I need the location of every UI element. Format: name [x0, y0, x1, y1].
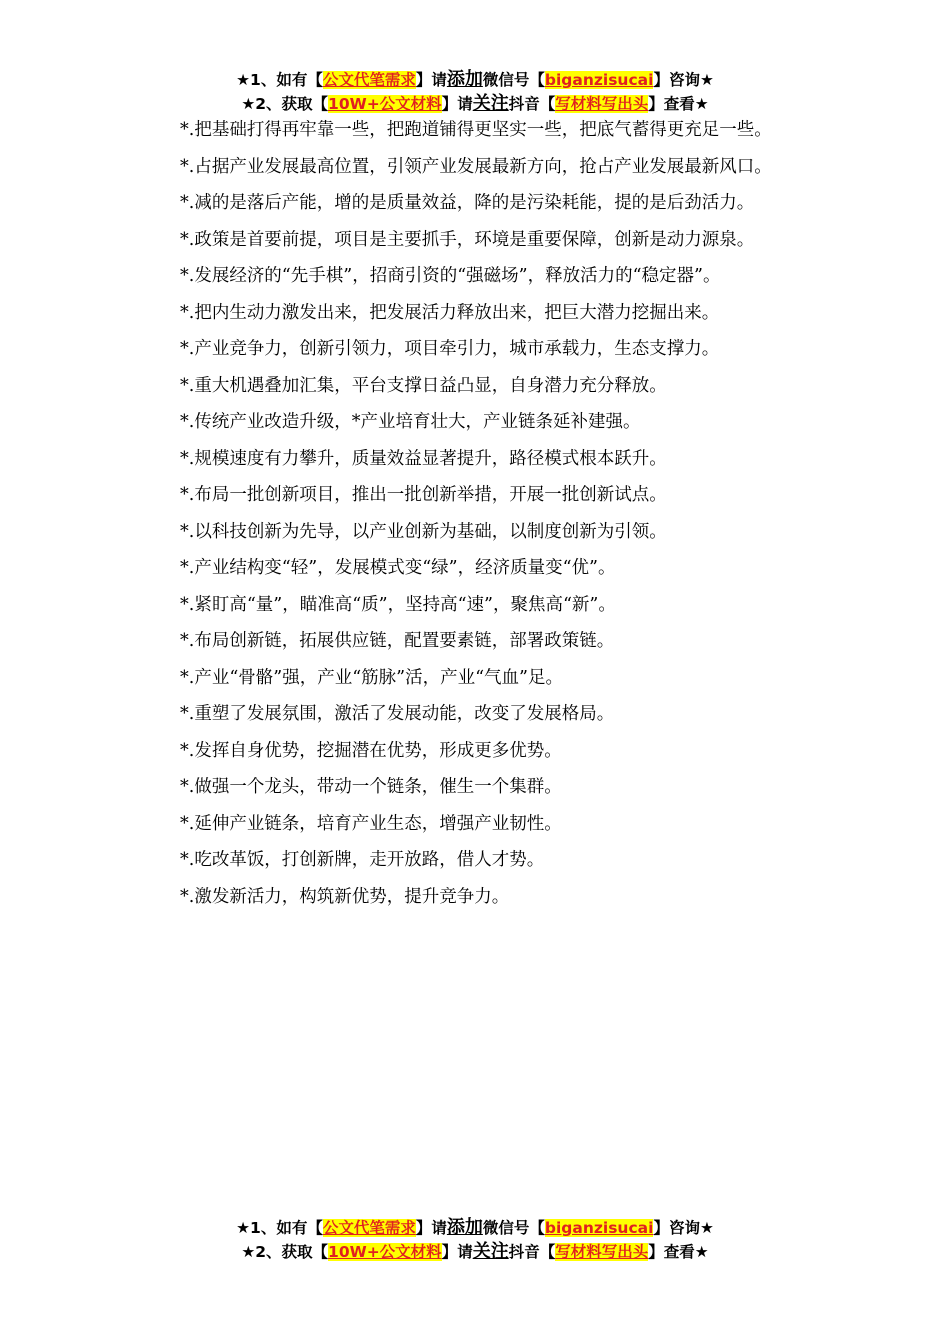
promo-text: 】查看★ [648, 1243, 709, 1261]
promo-text: ★1、如有【 [236, 71, 323, 89]
footer-promo-banner [0, 1216, 950, 1264]
promo-text: 】咨询★ [653, 1219, 714, 1237]
promo-douyin-id: 写材料写出头 [555, 1243, 649, 1261]
promo-text: 】查看★ [648, 95, 709, 113]
promo-wechat-id: biganzisucai [544, 1219, 654, 1237]
phrase-paragraph: *.产业竞争力，创新引领力，项目牵引力，城市承载力，生态支撑力。 [180, 339, 720, 359]
promo-douyin-id: 写材料写出头 [555, 95, 649, 113]
phrase-paragraph: *.发展经济的“先手棋”，招商引资的“强磁场”，释放活力的“稳定器”。 [180, 266, 721, 286]
promo-text: 微信号【 [482, 71, 545, 89]
phrase-paragraph: *.政策是首要前提，项目是主要抓手，环境是重要保障，创新是动力源泉。 [180, 229, 755, 250]
promo-emphasis: 关注 [472, 1241, 509, 1262]
promo-highlight: 公文代笔需求 [322, 71, 416, 89]
phrase-paragraph: *.吃改革饭，打创新牌，走开放路，借人才势。 [180, 850, 545, 870]
promo-line-1 [0, 68, 950, 92]
promo-line-2 [0, 1240, 950, 1264]
phrase-paragraph: *.传统产业改造升级，*产业培育壮大，产业链条延补建强。 [180, 412, 641, 432]
phrase-paragraph: *.产业结构变“轻”，发展模式变“绿”，经济质量变“优”。 [180, 558, 616, 578]
promo-text: 抖音【 [508, 95, 556, 113]
promo-text: ★1、如有【 [236, 1219, 323, 1237]
phrase-paragraph: *.激发新活力，构筑新优势，提升竞争力。 [180, 886, 510, 907]
promo-text: 抖音【 [508, 1243, 556, 1261]
promo-line-2 [0, 92, 950, 116]
promo-highlight: 公文代笔需求 [322, 1219, 416, 1237]
promo-line-1 [0, 1216, 950, 1240]
phrase-paragraph: *.以科技创新为先导，以产业创新为基础，以制度创新为引领。 [180, 521, 667, 542]
phrase-paragraph: *.产业“骨骼”强，产业“筋脉”活，产业“气血”足。 [180, 667, 563, 688]
phrase-paragraph: *.减的是落后产能，增的是质量效益，降的是污染耗能，提的是后劲活力。 [180, 193, 755, 213]
promo-text: ★2、获取【 [241, 95, 329, 113]
phrase-paragraph: *.把内生动力激发出来，把发展活力释放出来，把巨大潜力挖掘出来。 [180, 302, 720, 323]
phrase-paragraph: *.重大机遇叠加汇集，平台支撑日益凸显，自身潜力充分释放。 [180, 375, 667, 396]
promo-text: ★2、获取【 [241, 1243, 329, 1261]
promo-text: 】请 [415, 1219, 447, 1237]
promo-wechat-id: biganzisucai [544, 71, 654, 89]
phrase-paragraph: *.把基础打得再牢靠一些，把跑道铺得更坚实一些，把底气蓄得更充足一些。 [180, 120, 772, 140]
phrase-paragraph: *.布局创新链，拓展供应链，配置要素链，部署政策链。 [180, 631, 615, 651]
phrase-paragraph: *.紧盯高“量”，瞄准高“质”，坚持高“速”，聚焦高“新”。 [180, 594, 616, 615]
phrase-paragraph: *.占据产业发展最高位置，引领产业发展最新方向，抢占产业发展最新风口。 [180, 156, 772, 177]
phrase-paragraph: *.重塑了发展氛围，激活了发展动能，改变了发展格局。 [180, 704, 615, 724]
promo-highlight: 10W+公文材料 [328, 95, 442, 113]
phrase-paragraph: *.做强一个龙头，带动一个链条，催生一个集群。 [180, 777, 562, 797]
phrase-paragraph: *.布局一批创新项目，推出一批创新举措，开展一批创新试点。 [180, 485, 667, 505]
promo-emphasis: 添加 [446, 69, 483, 90]
promo-text: 】请 [415, 71, 447, 89]
promo-emphasis: 关注 [472, 93, 509, 114]
promo-emphasis: 添加 [446, 1217, 483, 1238]
promo-text: 微信号【 [482, 1219, 545, 1237]
document-body [145, 118, 807, 921]
promo-text: 】咨询★ [653, 71, 714, 89]
phrase-paragraph: *.发挥自身优势，挖掘潜在优势，形成更多优势。 [180, 740, 562, 761]
header-promo-banner [0, 68, 950, 116]
promo-text: 】请 [441, 1243, 473, 1261]
phrase-paragraph: *.规模速度有力攀升，质量效益显著提升，路径模式根本跃升。 [180, 448, 667, 469]
promo-highlight: 10W+公文材料 [328, 1243, 442, 1261]
promo-text: 】请 [441, 95, 473, 113]
phrase-paragraph: *.延伸产业链条，培育产业生态，增强产业韧性。 [180, 813, 562, 834]
